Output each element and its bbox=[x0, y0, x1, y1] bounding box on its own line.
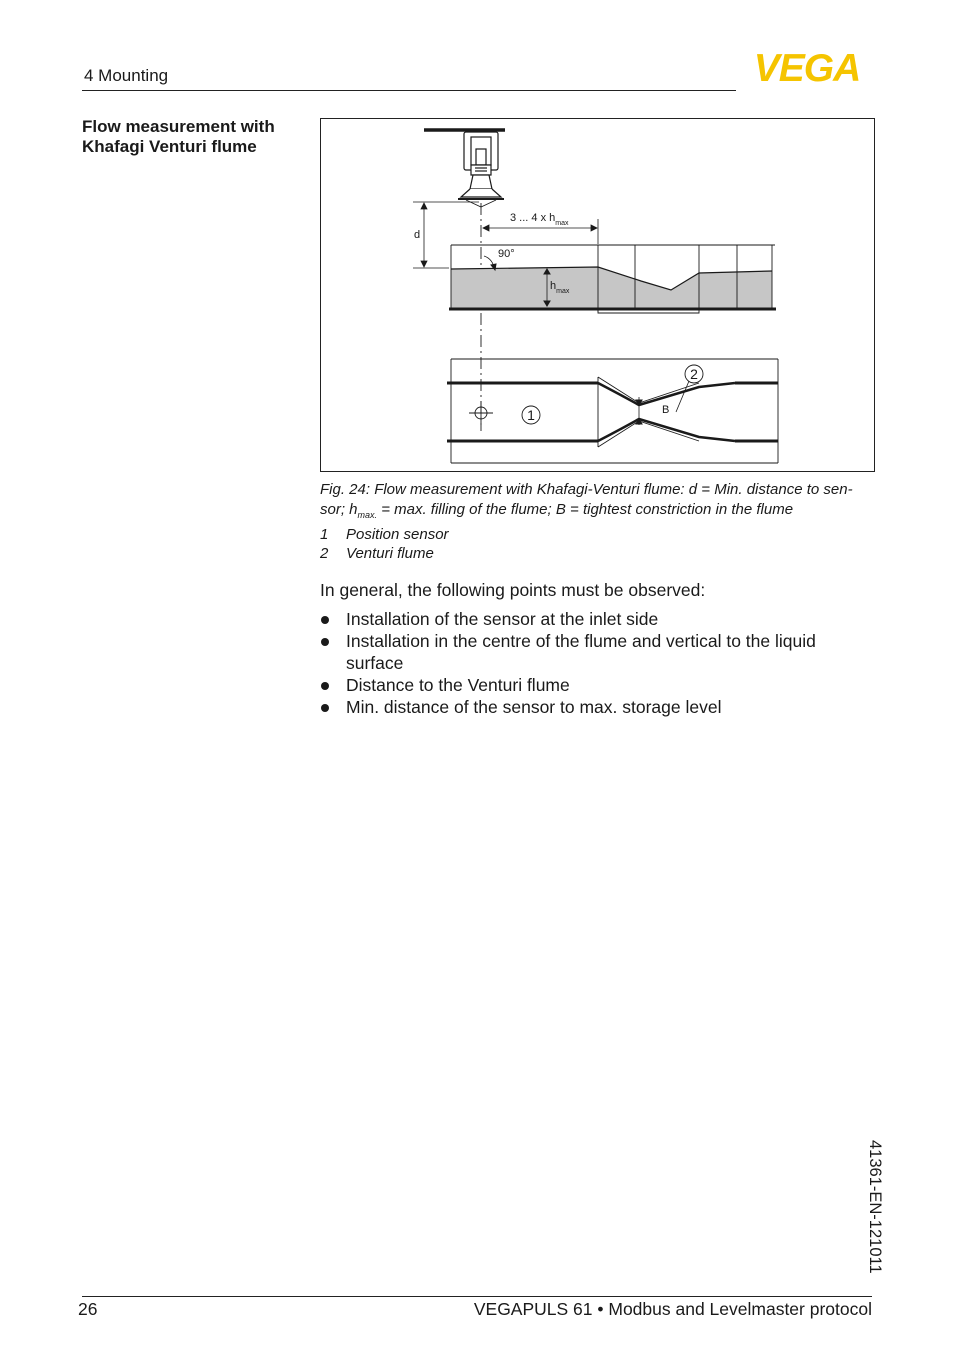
flume-top-view bbox=[447, 359, 778, 463]
callout-2-number: 2 bbox=[690, 366, 698, 382]
legend-item: 1 Position sensor bbox=[320, 526, 449, 543]
list-item: Installation of the sensor at the inlet side bbox=[320, 608, 860, 630]
list-item: Distance to the Venturi flume bbox=[320, 674, 860, 696]
label-constriction-b: B bbox=[662, 404, 670, 416]
water-body bbox=[451, 267, 772, 308]
list-item: Installation in the centre of the flume and vertical to the liquid surface bbox=[320, 630, 860, 674]
bullet-icon bbox=[321, 638, 329, 646]
intro-paragraph: In general, the following points must be observed: bbox=[320, 580, 706, 600]
label-hmax: $h_{max}$ bbox=[550, 280, 570, 295]
document-number: 41361-EN-121011 bbox=[866, 1140, 884, 1274]
section-heading bbox=[82, 117, 302, 157]
label-d: d bbox=[414, 229, 421, 241]
callout-2 bbox=[685, 365, 703, 383]
figure-caption bbox=[320, 480, 880, 525]
caption-line1: Fig. 24: Flow measurement with Khafagi-Venturi flume: d = Min. distance to sen- bbox=[320, 481, 853, 498]
caption-line2: sor; $h_{max.} = \max$. filling of the flume; B = tightest constriction in the flume bbox=[320, 501, 794, 520]
page-number: 26 bbox=[78, 1299, 98, 1319]
flume-diagram bbox=[321, 119, 876, 473]
requirements-list bbox=[320, 608, 860, 718]
bullet-icon bbox=[321, 704, 329, 712]
header-divider bbox=[82, 90, 736, 91]
vega-logo-text: VEGA bbox=[753, 50, 861, 84]
label-angle: 90° bbox=[498, 248, 515, 260]
figure-legend bbox=[320, 525, 449, 563]
figure-frame bbox=[320, 118, 875, 472]
legend-item: 2 Venturi flume bbox=[320, 545, 434, 562]
list-item: Min. distance of the sensor to max. storage level bbox=[320, 696, 860, 718]
label-inlet-distance: 3 ... 4 x $h_{max}$ bbox=[510, 212, 569, 227]
vega-logo bbox=[740, 50, 874, 84]
bullet-icon bbox=[321, 616, 329, 624]
callout-1 bbox=[522, 406, 540, 424]
callout-1-number: 1 bbox=[527, 407, 535, 423]
section-heading-line2: Khafagi Venturi flume bbox=[82, 137, 257, 156]
footer-divider bbox=[82, 1296, 872, 1297]
header-section-title: 4 Mounting bbox=[84, 66, 169, 85]
section-heading-line1: Flow measurement with bbox=[82, 117, 275, 136]
footer-document-title: VEGAPULS 61 • Modbus and Levelmaster protocol bbox=[473, 1299, 872, 1319]
bullet-icon bbox=[321, 682, 329, 690]
sensor-icon bbox=[458, 132, 504, 207]
distance-d-dimension bbox=[413, 202, 479, 268]
sensor-position-icon bbox=[469, 401, 493, 425]
